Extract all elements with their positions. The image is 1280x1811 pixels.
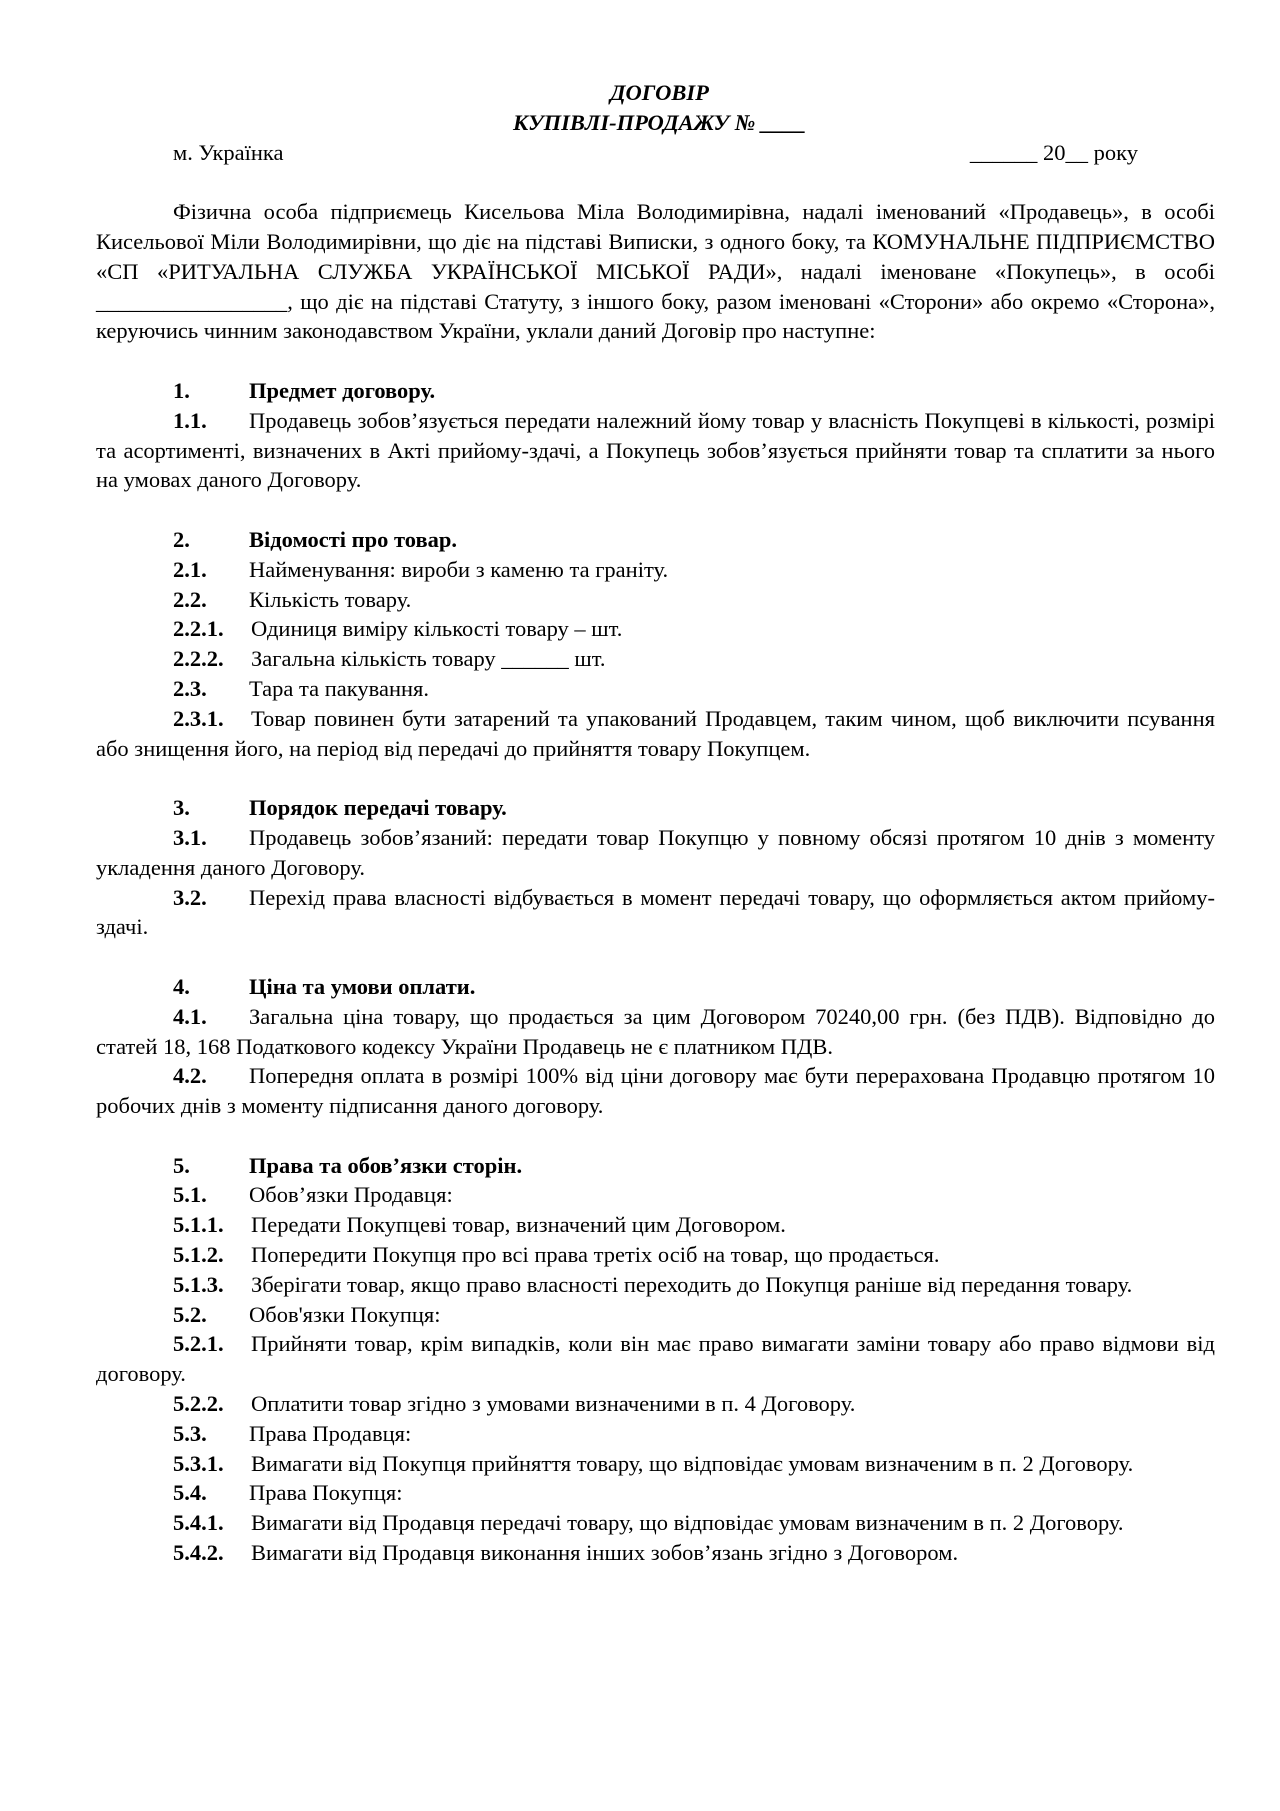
clause-text: Кількість товару. (249, 586, 412, 612)
clause-number: 5.2. (173, 1301, 207, 1327)
city-date-row (96, 138, 1215, 168)
clause-number: 4.2. (173, 1063, 207, 1089)
clause-5-1-2 (96, 1240, 1215, 1270)
clause-5-1-1 (96, 1210, 1215, 1240)
clause-2-3-1 (96, 704, 1215, 764)
clause-text: Права Продавця: (249, 1420, 412, 1446)
clause-text: Вимагати від Покупця прийняття товару, що відповідає умовам визначеним в п. 2 Договору. (251, 1450, 1134, 1476)
section-5-number: 5. (173, 1152, 190, 1178)
clause-number: 3.1. (173, 824, 207, 850)
section-1-heading (96, 376, 1215, 406)
clause-number: 5.2.2. (173, 1391, 224, 1417)
clause-text: Товар повинен бути затарений та упакований Продавцем, таким чином, щоб виключити псування або знищення його, на період від передачі до прийняття товару Покупцем. (96, 705, 1215, 761)
clause-5-3-1 (96, 1449, 1215, 1479)
clause-number: 5.1.1. (173, 1212, 224, 1238)
clause-text: Прийняти товар, крім випадків, коли він має право вимагати заміни товару або право відмови від договору. (96, 1331, 1215, 1387)
section-5-title: Права та обов’язки сторін. (249, 1152, 523, 1178)
clause-text: Передати Покупцеві товар, визначений цим Договором. (251, 1212, 786, 1238)
document-title (96, 78, 1215, 138)
clause-text: Оплатити товар згідно з умовами визначеними в п. 4 Договору. (251, 1391, 856, 1417)
clause-text: Обов’язки Продавця: (249, 1182, 453, 1208)
clause-text: Обов'язки Покупця: (249, 1301, 441, 1327)
date: ______ 20__ року (969, 139, 1138, 165)
clause-number: 5.4. (173, 1480, 207, 1506)
clause-5-2-2 (96, 1389, 1215, 1419)
clause-4-2 (96, 1061, 1215, 1121)
clause-number: 5.4.2. (173, 1540, 224, 1566)
clause-text: Тара та пакування. (249, 675, 430, 701)
section-4-title: Ціна та умови оплати. (249, 973, 476, 999)
clause-1-1 (96, 406, 1215, 495)
section-2-number: 2. (173, 526, 190, 552)
clause-5-1 (96, 1180, 1215, 1210)
clause-number: 5.1.3. (173, 1271, 224, 1297)
section-2-heading (96, 525, 1215, 555)
clause-number: 5.1. (173, 1182, 207, 1208)
clause-5-4-2 (96, 1538, 1215, 1568)
clause-text: Продавець зобов’язаний: передати товар Покупцю у повному обсязі протягом 10 днів з моменту укладення даного Договору. (96, 824, 1215, 880)
clause-number: 2.2. (173, 586, 207, 612)
clause-number: 5.3.1. (173, 1450, 224, 1476)
clause-number: 2.3.1. (173, 705, 224, 731)
title-line-1: ДОГОВІР (610, 80, 709, 105)
clause-2-2-2 (96, 644, 1215, 674)
clause-text: Попередня оплата в розмірі 100% від ціни договору має бути перерахована Продавцю протягом 10 робочих днів з моменту підписання даного договору. (96, 1063, 1215, 1119)
clause-5-3 (96, 1419, 1215, 1449)
section-3-heading (96, 793, 1215, 823)
section-4-number: 4. (173, 973, 190, 999)
clause-2-3 (96, 674, 1215, 704)
clause-number: 4.1. (173, 1003, 207, 1029)
clause-text: Вимагати від Продавця передачі товару, що відповідає умовам визначеним в п. 2 Договору. (251, 1510, 1124, 1536)
clause-number: 2.3. (173, 675, 207, 701)
clause-text: Попередити Покупця про всі права третіх осіб на товар, що продається. (251, 1242, 940, 1268)
clause-number: 5.1.2. (173, 1242, 224, 1268)
clause-text: Продавець зобов’язується передати належний йому товар у власність Покупцеві в кількості, розмірі та асортименті, визначених в Акті прийому-здачі, а Покупець зобов’язується прийняти товар та сплатити за нього на умовах даного Договору. (96, 407, 1215, 493)
clause-number: 3.2. (173, 884, 207, 910)
section-3-number: 3. (173, 795, 190, 821)
intro-paragraph: Фізична особа підприємець Кисельова Міла Володимирівна, надалі іменований «Продавець», в особі Кисельової Міли Володимирівни, що діє на підставі Виписки, з одного боку, та КОМУНАЛЬНЕ ПІДПРИЄМСТВО «СП «РИТУАЛЬНА СЛУЖБА УКРАЇНСЬКОЇ МІСЬКОЇ РАДИ», надалі іменоване «Покупець», в особі _________________, що діє на підставі Статуту, з іншого боку, разом іменовані «Сторони» або окремо «Сторона», керуючись чинним законодавством України, уклали даний Договір про наступне: (96, 199, 1215, 344)
clause-2-2 (96, 585, 1215, 615)
clause-text: Вимагати від Продавця виконання інших зобов’язань згідно з Договором. (251, 1540, 959, 1566)
clause-3-2 (96, 883, 1215, 943)
section-1-title: Предмет договору. (249, 377, 436, 403)
clause-number: 5.4.1. (173, 1510, 224, 1536)
title-line-2: КУПІВЛІ-ПРОДАЖУ № ____ (513, 109, 806, 135)
section-5-heading (96, 1151, 1215, 1181)
clause-5-2 (96, 1300, 1215, 1330)
clause-number: 2.2.2. (173, 646, 224, 672)
clause-number: 5.3. (173, 1420, 207, 1446)
clause-5-1-3 (96, 1270, 1215, 1300)
clause-text: Загальна кількість товару ______ шт. (251, 646, 606, 672)
clause-2-2-1 (96, 614, 1215, 644)
clause-text: Права Покупця: (249, 1480, 403, 1506)
section-1-number: 1. (173, 377, 190, 403)
clause-number: 2.1. (173, 556, 207, 582)
clause-number: 1.1. (173, 407, 207, 433)
clause-text: Найменування: вироби з каменю та граніту. (249, 556, 669, 582)
section-3-title: Порядок передачі товару. (249, 795, 507, 821)
section-4-heading (96, 972, 1215, 1002)
city: м. Українка (173, 139, 284, 165)
clause-2-1 (96, 555, 1215, 585)
clause-text: Загальна ціна товару, що продається за цим Договором 70240,00 грн. (без ПДВ). Відповідно до статей 18, 168 Податкового кодексу України Продавець не є платником ПДВ. (96, 1003, 1215, 1059)
clause-5-2-1 (96, 1329, 1215, 1389)
clause-5-4-1 (96, 1508, 1215, 1538)
clause-text: Одиниця виміру кількості товару – шт. (251, 616, 623, 642)
clause-number: 5.2.1. (173, 1331, 224, 1357)
clause-3-1 (96, 823, 1215, 883)
clause-text: Зберігати товар, якщо право власності переходить до Покупця раніше від передання товару. (251, 1271, 1133, 1297)
clause-4-1 (96, 1002, 1215, 1062)
clause-5-4 (96, 1478, 1215, 1508)
clause-text: Перехід права власності відбувається в момент передачі товару, що оформляється актом прийому-здачі. (96, 884, 1215, 940)
section-2-title: Відомості про товар. (249, 526, 457, 552)
clause-number: 2.2.1. (173, 616, 224, 642)
